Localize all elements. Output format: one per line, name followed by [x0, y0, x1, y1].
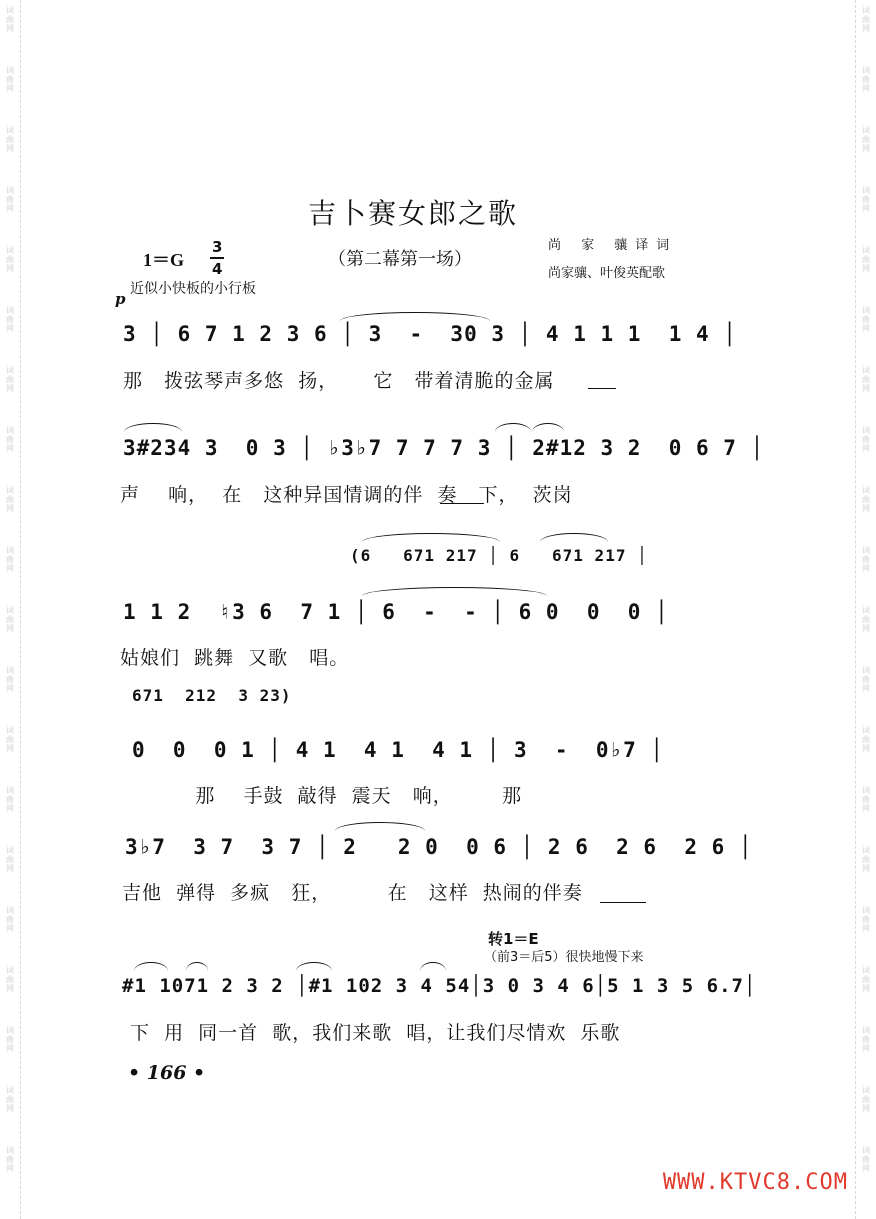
margin-watermark-text: 词曲网: [862, 846, 870, 873]
margin-watermark-text: 词曲网: [6, 726, 14, 753]
time-signature-top: 3: [212, 238, 223, 256]
margin-watermark-text: 词曲网: [862, 486, 870, 513]
margin-watermark-text: 词曲网: [6, 66, 14, 93]
margin-watermark-text: 词曲网: [862, 906, 870, 933]
dynamic-marking: p: [115, 290, 126, 308]
margin-watermark-text: 词曲网: [6, 366, 14, 393]
lyric-underline: [440, 503, 484, 504]
margin-watermark-text: 词曲网: [6, 1146, 14, 1173]
key-signature: 1＝G: [143, 250, 185, 270]
score-line-6-notes: 0 0 0 1 │ 4 1 4 1 4 1 │ 3 - 0♭7 │: [132, 738, 665, 762]
lyricist-credit: 尚 家 骧译词: [548, 238, 678, 253]
score-line-4-notes: 1 1 2 ♮3 6 7 1 │ 6 - - │ 6 0 0 0 │: [123, 600, 669, 624]
margin-watermark-text: 词曲网: [862, 1026, 870, 1053]
score-line-8-lyrics: 下 用 同一首 歌，我们来歌 唱，让我们尽情欢 乐歌: [130, 1022, 621, 1044]
score-line-3-notes: (6 671 217 │ 6 671 217 │: [350, 546, 648, 565]
margin-watermark-text: 词曲网: [6, 306, 14, 333]
margin-watermark-text: 词曲网: [6, 486, 14, 513]
margin-watermark-text: 词曲网: [6, 906, 14, 933]
margin-watermark-text: 词曲网: [6, 126, 14, 153]
score-line-7-lyrics: 吉他 弹得 多疯 狂， 在 这样 热闹的伴奏: [122, 882, 583, 904]
margin-watermark-text: 词曲网: [862, 606, 870, 633]
margin-watermark-text: 词曲网: [6, 546, 14, 573]
margin-watermark-text: 词曲网: [862, 1086, 870, 1113]
margin-watermark-text: 词曲网: [862, 6, 870, 33]
tie-arc: [340, 312, 490, 321]
score-line-7-notes: 3♭7 3 7 3 7 │ 2 2 0 0 6 │ 2 6 2 6 2 6 │: [125, 835, 753, 859]
margin-watermark-text: 词曲网: [6, 1086, 14, 1113]
score-line-1-notes: 3 │ 6 7 1 2 3 6 │ 3 - 30 3 │ 4 1 1 1 1 4 │: [123, 322, 737, 346]
score-line-8-notes: #1 1071 2 3 2 │#1 102 3 4 54│3 0 3 4 6│5 1 3 5 6.7│: [122, 975, 757, 997]
margin-watermark-text: 词曲网: [6, 966, 14, 993]
margin-watermark-text: 词曲网: [862, 186, 870, 213]
margin-watermark-text: 词曲网: [6, 6, 14, 33]
margin-watermark-text: 词曲网: [862, 786, 870, 813]
margin-watermark-text: 词曲网: [6, 246, 14, 273]
slur-arc: [532, 423, 564, 432]
score-line-5-notes: 671 212 3 23): [132, 686, 292, 705]
slur-arc: [362, 533, 500, 542]
slur-arc: [540, 533, 608, 542]
slur-arc: [296, 962, 332, 971]
time-signature-divider: [210, 257, 224, 259]
page-number: • 166 •: [128, 1062, 206, 1084]
margin-watermark-text: 词曲网: [6, 666, 14, 693]
score-line-6-lyrics: 那 手鼓 敲得 震天 响， 那: [132, 785, 523, 807]
slur-arc: [186, 962, 208, 971]
margin-watermark-text: 词曲网: [6, 186, 14, 213]
lyric-underline: [588, 388, 616, 389]
margin-watermark-text: 词曲网: [862, 726, 870, 753]
composer-credit: 尚家骧、叶俊英配歌: [548, 266, 666, 281]
lyric-underline: [600, 902, 646, 903]
modulation-key: 转1＝E: [488, 930, 539, 948]
margin-watermark-text: 词曲网: [862, 366, 870, 393]
site-watermark: WWW.KTVC8.COM: [662, 1170, 848, 1195]
margin-watermark-text: 词曲网: [6, 1026, 14, 1053]
margin-watermark-text: 词曲网: [862, 426, 870, 453]
margin-watermark-text: 词曲网: [862, 966, 870, 993]
tie-arc: [335, 822, 425, 831]
margin-watermark-text: 词曲网: [862, 66, 870, 93]
margin-watermark-text: 词曲网: [862, 666, 870, 693]
score-line-1-lyrics: 那 拨弦琴声多悠 扬， 它 带着清脆的金属: [123, 370, 555, 392]
score-line-4-lyrics: 姑娘们 跳舞 又歌 唱。: [120, 647, 350, 669]
margin-watermark-text: 词曲网: [862, 546, 870, 573]
modulation-note: （前3＝后5）很快地慢下来: [484, 950, 644, 965]
score-line-2-lyrics: 声 响， 在 这种异国情调的伴 奏 下， 茨岗: [120, 484, 573, 506]
margin-watermark-text: 词曲网: [862, 1146, 870, 1173]
slur-arc: [495, 423, 531, 432]
margin-watermark-text: 词曲网: [862, 126, 870, 153]
margin-watermark-text: 词曲网: [862, 306, 870, 333]
margin-watermark-text: 词曲网: [862, 246, 870, 273]
song-title: 吉卜赛女郎之歌: [307, 197, 518, 230]
time-signature-bottom: 4: [212, 260, 223, 278]
margin-watermark-text: 词曲网: [6, 606, 14, 633]
song-subtitle: （第二幕第一场）: [328, 249, 472, 270]
slur-arc: [124, 423, 182, 432]
margin-watermark-text: 词曲网: [6, 846, 14, 873]
score-line-2-notes: 3#234 3 0 3 │ ♭3♭7 7 7 7 3 │ 2#12 3 2 0 6 7 │: [123, 436, 765, 460]
margin-watermark-text: 词曲网: [6, 786, 14, 813]
slur-arc: [420, 962, 446, 971]
tempo-marking: 近似小快板的小行板: [130, 281, 256, 297]
tie-arc: [362, 587, 547, 596]
margin-watermark-text: 词曲网: [6, 426, 14, 453]
slur-arc: [134, 962, 168, 971]
